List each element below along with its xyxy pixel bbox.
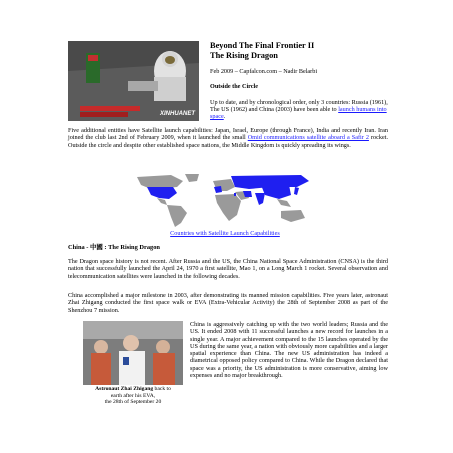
- byline: Feb 2009 – Capfalcon.com – Nadir Belarbi: [210, 68, 318, 76]
- china-paragraph-2: China accomplished a major milestone in 2003, after demonstrating its manned mission capabilities. Five years later, astronaut Zhai Zhigang conducted the first space walk or EVA (Extra-Vehicular Activity) the 28th of September 2008 as part of the Shenzhou 7 mission.: [68, 292, 388, 314]
- map-china: [261, 185, 291, 199]
- map-india: [255, 193, 265, 205]
- map-southeast-asia: [277, 199, 291, 207]
- map-caption-link[interactable]: Countries with Satellite Launch Capabilities: [170, 230, 280, 237]
- astronaut-spacewalk-photo: [68, 41, 199, 121]
- section-heading: Outside the Circle: [210, 83, 259, 91]
- world-map-graphic: [131, 173, 317, 228]
- agency-watermark: XINHUANET: [159, 111, 195, 117]
- tv-caption-banner: [80, 106, 140, 111]
- tv-caption-banner-secondary: [80, 112, 128, 117]
- china-paragraph-1: The Dragon space history is not recent. After Russia and the US, the China National Space Administration (CNSA) is the third nation that successfully launched the April 24, 1970 a first satellite, Mao 1, on a Long March 1 rocket. Several observation and telecommunication satellites were launched in the following decades.: [68, 258, 388, 280]
- satellite-paragraph: Five additional entities have Satellite launch capabilities: Japan, Israel, Europe (through France), India and recently Iran. Iran joined the club last 2nd of February 2009, when it launched the small Omid communications satellite aboard a Safir 2 rocket. Outside the circle and despite other established space nations, the Middle Kingdom is quickly spreading its wings.: [68, 127, 388, 149]
- article-subtitle: The Rising Dragon: [210, 50, 278, 60]
- omid-satellite-link[interactable]: Omid communications satellite aboard a Safir 2: [247, 134, 369, 142]
- china-paragraph-3: China is aggressively catching up with the two world leaders; Russia and the US. It ended 2008 with 11 successful launches a new record for launches in a single year. A major achievement compared to the 15 launches operated by the US during the same year, a nation with obviously more capabilities and a larger spatial experience than China. The new US administration has indeed a diametrical opposed policy compared to China. While the Dragon declared that space was a priority, the US administration is more conservative, aiming low expenses and no major breakthrough.: [190, 321, 388, 380]
- china-heading: China - 中國 : The Rising Dragon: [68, 244, 160, 251]
- photo-caption: Astronaut Zhai Zhigang back to earth after his EVA, the 28th of September 20: [95, 386, 171, 406]
- map-usa: [147, 187, 177, 199]
- map-japan: [294, 187, 299, 195]
- map-greenland: [185, 174, 199, 182]
- map-israel: [234, 193, 236, 196]
- article-title: Beyond The Final Frontier II: [210, 41, 315, 50]
- world-map: [131, 173, 317, 228]
- map-south-america: [167, 205, 187, 227]
- launch-humans-link[interactable]: launch humans into space: [210, 106, 387, 121]
- map-australia: [281, 210, 305, 222]
- map-central-america: [157, 198, 167, 205]
- article-header: [210, 41, 395, 121]
- intro-paragraph: Up to date, and by chronological order, only 3 countries: Russia (1961), The US (1962) and China (2003) have been able to launch humans into space.: [210, 98, 388, 121]
- map-caption: [150, 230, 300, 237]
- map-africa: [215, 194, 241, 221]
- astronaut-return-illustration: [83, 321, 183, 385]
- astronaut-return-photo: [83, 321, 183, 385]
- map-france: [214, 186, 222, 193]
